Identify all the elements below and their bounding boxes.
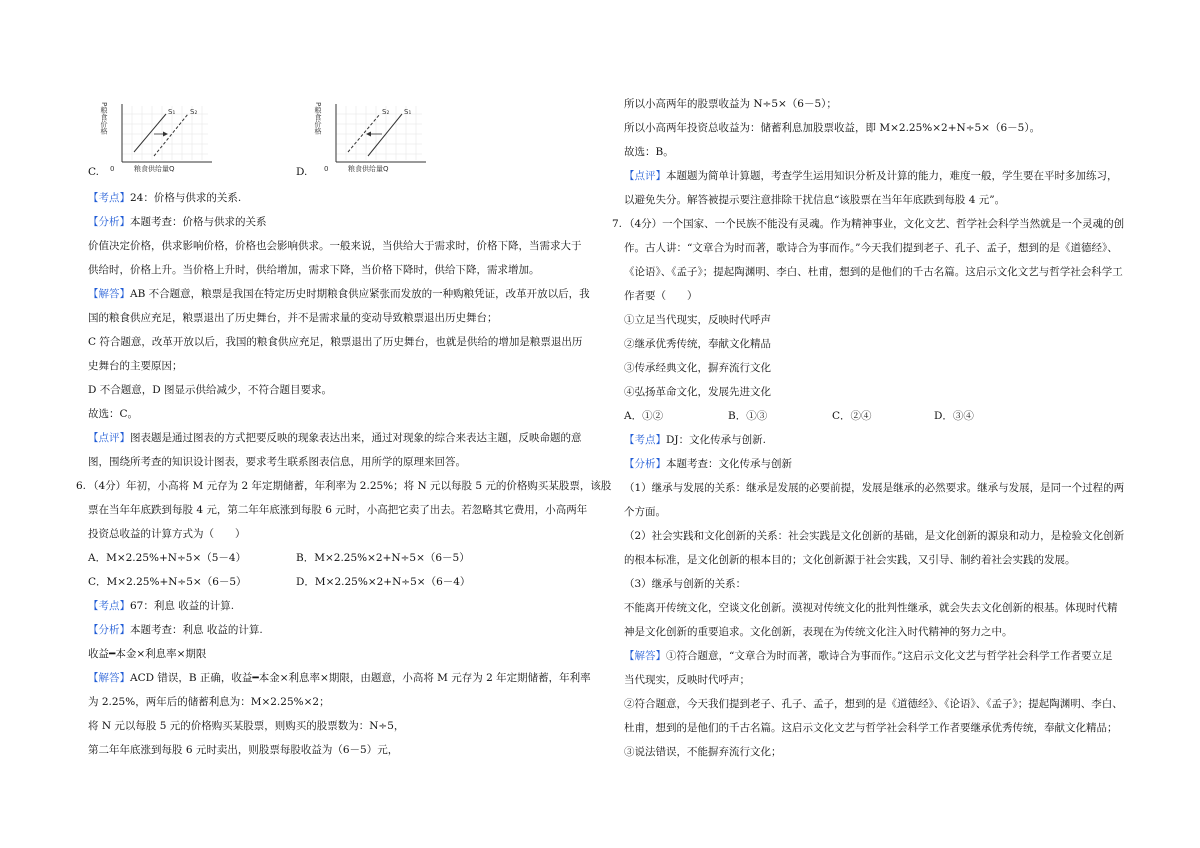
fenxi-text: 本题考查：利息 收益的计算. (130, 624, 263, 636)
fenxi-tag: 【分析】 (88, 624, 130, 636)
text-line: 史舞台的主要原因； (88, 360, 183, 372)
s2-label: S₂ (382, 108, 390, 116)
text-line: 所以小高两年投资总收益为：储蓄利息加股票收益，即 M×2.25%×2+N÷5×（6－5）。 (624, 122, 1041, 134)
s1-label: S₁ (168, 108, 176, 116)
jieda-text: AB 不合题意，粮票是我国在特定历史时期粮食供应紧张而发放的一种购粮凭证，改革开放以后，我 (130, 288, 590, 300)
q7-kaodian (624, 432, 766, 448)
text-line: ②符合题意，今天我们提到老子、孔子、孟子，想到的是《道德经》、《论语》、《孟子》；提起陶渊明、李白、 (624, 698, 1123, 710)
fenxi-tag: 【分析】 (624, 458, 666, 470)
q5-jieda (88, 286, 590, 302)
figure-option-d (322, 100, 432, 174)
kaodian-tag: 【考点】 (88, 600, 130, 612)
text-line: 杜甫，想到的是他们的千古名篇。这启示文化文艺与哲学社会科学工作者要继承优秀传统，奉献文化精品； (624, 722, 1118, 734)
kaodian-tag: 【考点】 (88, 192, 130, 204)
text-line: 个方面。 (624, 506, 666, 518)
dianping-text: 本题题为简单计算题，考查学生运用知识分析及计算的能力，难度一般，学生要在平时多加练习， (666, 170, 1118, 182)
s2-label: S₂ (190, 108, 198, 116)
text-line: 所以小高两年的股票收益为 N÷5×（6－5）； (624, 98, 837, 110)
supply-chart-c (108, 100, 218, 174)
option-c: C．M×2.25%+N÷5×（6－5） (88, 576, 247, 588)
option-b: B．M×2.25%×2+N÷5×（6－5） (296, 552, 470, 564)
text-line: 当代现实，反映时代呼声； (624, 674, 750, 686)
statement-1: ①立足当代现实，反映时代呼声 (624, 314, 771, 326)
origin-label: 0 (324, 165, 329, 173)
fenxi-text: 本题考查：文化传承与创新 (666, 458, 792, 470)
question-text: （4分）一个国家、一个民族不能没有灵魂。作为精神事业，文化文艺、哲学社会科学当然就是一个灵魂的创 (624, 218, 1125, 230)
q5-dianping (88, 430, 582, 446)
q6-kaodian (88, 598, 234, 614)
jieda-text: ①符合题意，“文章合为时而著，歌诗合为事而作。”这启示文化文艺与哲学社会科学工作者要立足 (666, 650, 1113, 662)
option-d: D．M×2.25%×2+N÷5×（6－4） (296, 576, 471, 588)
text-line: 以避免失分。解答被提示要注意排除干扰信息“该股票在当年年底跌到每股 4 元”。 (624, 194, 1006, 206)
text-line: 价值决定价格，供求影响价格，价格也会影响供求。一般来说，当供给大于需求时，价格下降，当需求大于 (88, 240, 582, 252)
option-a: A．M×2.25%+N÷5×（5－4） (88, 552, 247, 564)
q5-kaodian (88, 190, 241, 206)
figure-option-c (108, 100, 218, 174)
kaodian-text: 24：价格与供求的关系. (130, 192, 242, 204)
dianping-tag: 【点评】 (624, 170, 666, 182)
x-axis-label: 粮食供给量Q (348, 165, 389, 173)
figure-option-d-ylabel (314, 102, 322, 134)
text-line: 图，围绕所考查的知识设计图表，要求考生联系图表信息，用所学的原理来回答。 (88, 456, 466, 468)
question-text: （4分）年初，小高将 M 元存为 2 年定期储蓄，年利率为 2.25%；将 N 元以每股 5 元的价格购买某股票，该股 (88, 480, 612, 492)
answer-line: 故选：B。 (624, 146, 674, 158)
text-line: D 不合题意，D 图显示供给减少，不符合题目要求。 (88, 384, 333, 396)
option-b: B．①③ (728, 410, 768, 422)
kaodian-text: DJ：文化传承与创新. (666, 434, 766, 446)
question-text: 作者要（ ） (624, 290, 698, 302)
question-number: 7. (612, 218, 623, 230)
text-line: 神是文化创新的重要追求。文化创新，表现在为传统文化注入时代精神的努力之中。 (624, 626, 1013, 638)
text-line: （3）继承与创新的关系： (624, 578, 747, 590)
text-line: 的根本标准，是文化创新的根本目的；文化创新源于社会实践，又引导、制约着社会实践的发展。 (624, 554, 1076, 566)
question-text: 票在当年年底跌到每股 4 元，第二年年底涨到每股 6 元时，小高把它卖了出去。若忽略其它费用，小高两年 (88, 504, 588, 516)
option-d-label: D. (296, 166, 308, 178)
answer-line: 故选：C。 (88, 408, 139, 420)
statement-2: ②继承优秀传统，奉献文化精品 (624, 338, 771, 350)
q6-jieda (88, 670, 591, 686)
jieda-tag: 【解答】 (88, 672, 130, 684)
kaodian-tag: 【考点】 (624, 434, 666, 446)
text-line: 不能离开传统文化，空谈文化创新。漠视对传统文化的批判性继承，就会失去文化创新的根基。体现时代精 (624, 602, 1118, 614)
question-text: 投资总收益的计算方式为（ ） (88, 528, 246, 540)
question-number: 6. (76, 480, 87, 492)
option-d: D．③④ (934, 410, 974, 422)
figure-option-c-ylabel (100, 102, 108, 134)
statement-3: ③传承经典文化，摒弃流行文化 (624, 362, 771, 374)
supply-chart-d (322, 100, 432, 174)
fenxi-text: 本题考查：价格与供求的关系 (130, 216, 267, 228)
fenxi-tag: 【分析】 (88, 216, 130, 228)
kaodian-text: 67：利息 收益的计算. (130, 600, 235, 612)
text-line: 国的粮食供应充足，粮票退出了历史舞台，并不是需求量的变动导致粮票退出历史舞台； (88, 312, 498, 324)
jieda-text: ACD 错误，B 正确，收益━本金×利息率×期限，由题意，小高将 M 元存为 2 年定期储蓄，年利率 (130, 672, 591, 684)
x-axis-label: 粮食供给量Q (134, 165, 175, 173)
y-axis-label: P粮食价格 (100, 102, 108, 135)
dianping-tag: 【点评】 (88, 432, 130, 444)
text-line: 供给时，价格上升。当价格上升时，供给增加，需求下降，当价格下降时，供给下降，需求增加。 (88, 264, 540, 276)
option-c-label: C. (88, 166, 99, 178)
text-line: （1）继承与发展的关系：继承是发展的必要前提，发展是继承的必然要求。继承与发展，是同一个过程的两 (624, 482, 1125, 494)
q6-dianping (624, 168, 1118, 184)
jieda-tag: 【解答】 (624, 650, 666, 662)
text-line: ③说法错误，不能摒弃流行文化； (624, 746, 782, 758)
q7-fenxi (624, 456, 792, 472)
right-column (600, 0, 1200, 848)
question-text: 作。古人讲：“文章合为时而著，歌诗合为事而作。”今天我们提到老子、孔子、孟子，想到的是《道德经》、 (624, 242, 1118, 254)
text-line: 第二年年底涨到每股 6 元时卖出，则股票每股收益为（6－5）元， (88, 744, 399, 756)
option-a: A．①② (624, 410, 664, 422)
text-line: 将 N 元以每股 5 元的价格购买某股票，则购买的股票数为：N÷5， (88, 720, 405, 732)
text-line: （2）社会实践和文化创新的关系：社会实践是文化创新的基础，是文化创新的源泉和动力，是检验文化创新 (624, 530, 1125, 542)
q6-fenxi (88, 622, 263, 638)
jieda-tag: 【解答】 (88, 288, 130, 300)
origin-label: 0 (110, 165, 115, 173)
q7-jieda (624, 648, 1112, 664)
question-text: 《论语》、《孟子》；提起陶渊明、李白、杜甫，想到的是他们的千古名篇。这启示文化文艺与哲学社会科学工 (624, 266, 1123, 278)
option-c: C．②④ (832, 410, 872, 422)
text-line: C 符合题意，改革开放以后，我国的粮食供应充足，粮票退出了历史舞台，也就是供给的增加是粮票退出历 (88, 336, 583, 348)
dianping-text: 图表题是通过图表的方式把要反映的现象表达出来，通过对现象的综合来表达主题，反映命题的意 (130, 432, 582, 444)
statement-4: ④弘扬革命文化，发展先进文化 (624, 386, 771, 398)
s1-label: S₁ (404, 108, 412, 116)
q5-fenxi (88, 214, 267, 230)
text-line: 为 2.25%，两年后的储蓄利息为：M×2.25%×2； (88, 696, 330, 708)
y-axis-label: P粮食价格 (314, 102, 322, 135)
formula-line: 收益━本金×利息率×期限 (88, 648, 207, 660)
